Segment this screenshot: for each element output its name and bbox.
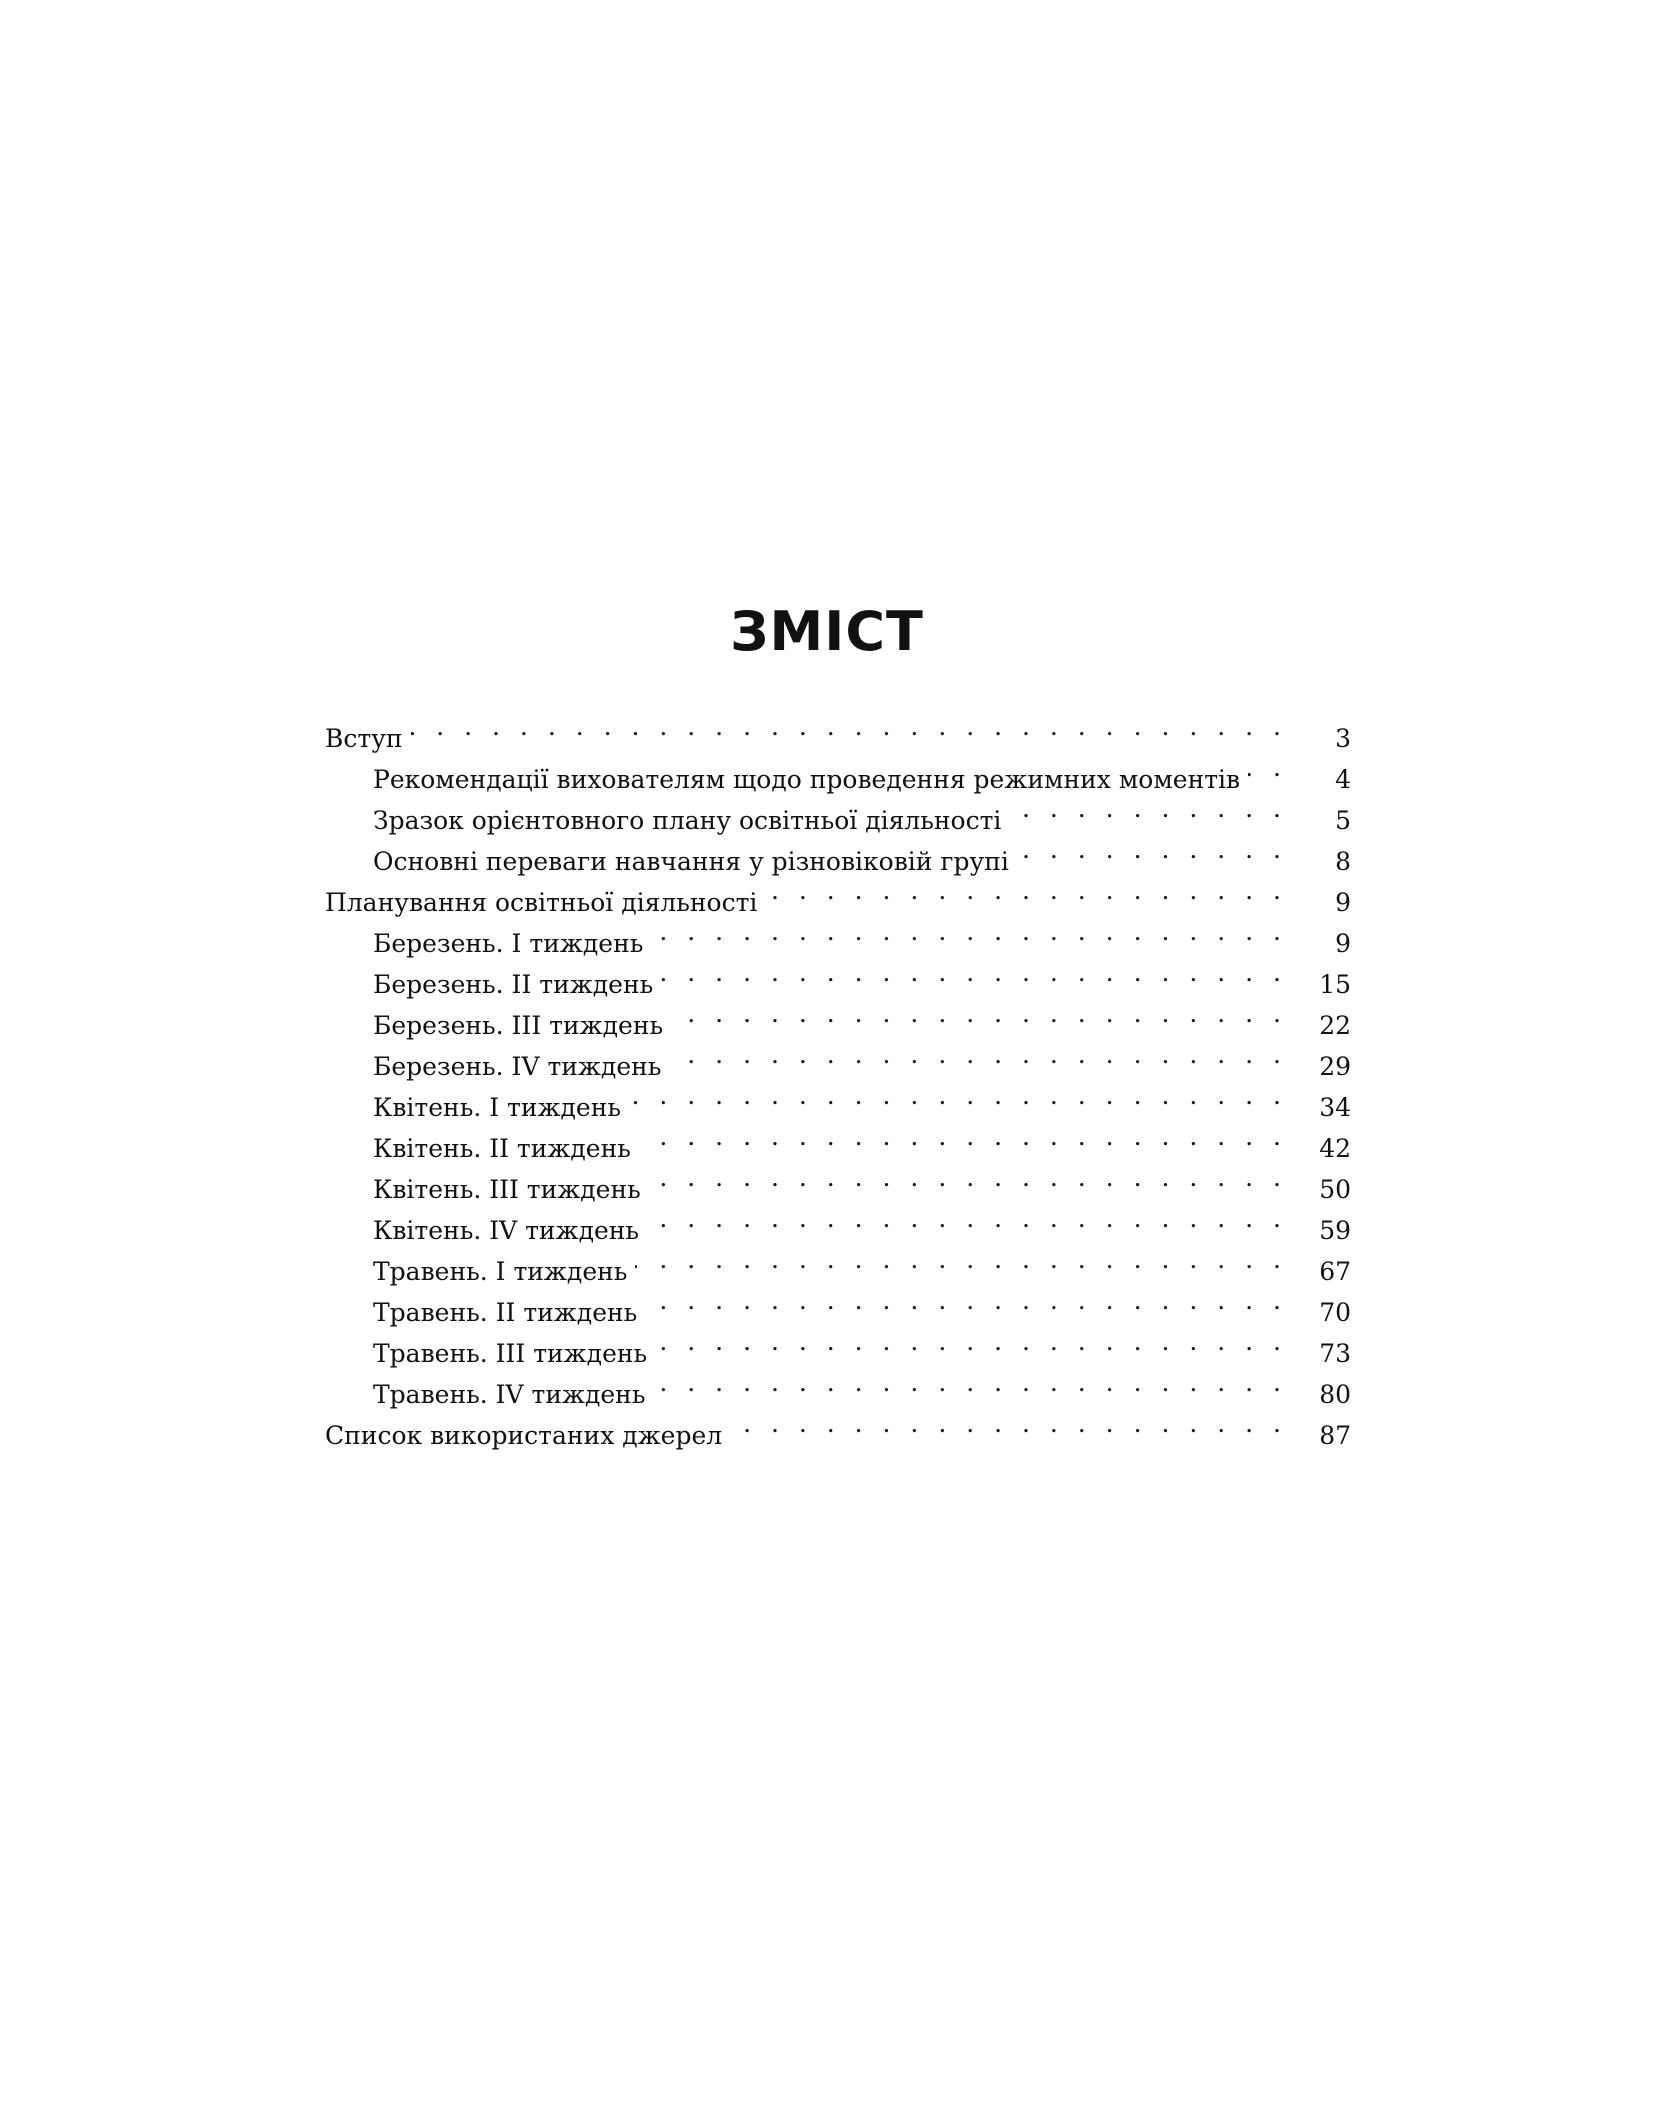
dot-leader	[635, 1239, 1287, 1280]
toc-entry-label: Березень. ІІ тиждень	[373, 970, 654, 999]
toc-entry[interactable]	[325, 706, 1351, 753]
toc-entry-label: Вступ	[325, 724, 403, 753]
toc-entry-label: Квітень. ІІІ тиждень	[373, 1175, 641, 1204]
toc-entry[interactable]	[325, 747, 1351, 794]
dot-leader	[655, 1321, 1287, 1362]
table-of-contents	[325, 706, 1351, 1450]
toc-page-number: 8	[1335, 847, 1351, 876]
toc-entry-label: Березень. IV тиждень	[373, 1052, 662, 1081]
toc-entry-label: Травень. IV тиждень	[373, 1380, 646, 1409]
dot-leader	[629, 1075, 1287, 1116]
toc-page-number: 15	[1319, 970, 1351, 999]
toc-page-number: 4	[1335, 765, 1351, 794]
dot-leader	[651, 911, 1287, 952]
toc-entry-label: Травень. І тиждень	[373, 1257, 628, 1286]
toc-page-number: 87	[1319, 1421, 1351, 1450]
dot-leader	[1248, 747, 1287, 788]
dot-leader	[649, 1157, 1287, 1198]
toc-page-number: 59	[1319, 1216, 1351, 1245]
dot-leader	[411, 706, 1287, 747]
dot-leader	[653, 1362, 1287, 1403]
dot-leader	[661, 952, 1287, 993]
toc-page-number: 70	[1319, 1298, 1351, 1327]
dot-leader	[645, 1280, 1287, 1321]
toc-page-number: 67	[1319, 1257, 1351, 1286]
dot-leader	[647, 1198, 1287, 1239]
dot-leader	[671, 993, 1287, 1034]
toc-page-number: 9	[1335, 888, 1351, 917]
toc-page-number: 9	[1335, 929, 1351, 958]
page-title: ЗМІСТ	[730, 600, 924, 663]
dot-leader	[730, 1403, 1287, 1444]
toc-entry-label: Основні переваги навчання у різновіковій групі	[373, 847, 1009, 876]
toc-entry-label: Рекомендації вихователям щодо проведення режимних моментів	[373, 765, 1241, 794]
toc-entry-label: Березень. І тиждень	[373, 929, 644, 958]
toc-entry-label: Квітень. IV тиждень	[373, 1216, 640, 1245]
toc-page-number: 29	[1319, 1052, 1351, 1081]
toc-page-number: 42	[1319, 1134, 1351, 1163]
toc-page-number: 80	[1319, 1380, 1351, 1409]
toc-entry-label: Травень. ІІІ тиждень	[373, 1339, 648, 1368]
toc-entry-label: Планування освітньої діяльності	[325, 888, 758, 917]
toc-entry-label: Березень. ІІІ тиждень	[373, 1011, 664, 1040]
toc-page-number: 73	[1319, 1339, 1351, 1368]
dot-leader	[639, 1116, 1287, 1157]
dot-leader	[669, 1034, 1287, 1075]
toc-page-number: 5	[1335, 806, 1351, 835]
toc-entry-label: Квітень. ІІ тиждень	[373, 1134, 631, 1163]
toc-entry-label: Зразок орієнтовного плану освітньої діяльності	[373, 806, 1002, 835]
toc-entry-label: Квітень. І тиждень	[373, 1093, 621, 1122]
toc-page-number: 50	[1319, 1175, 1351, 1204]
toc-page-number: 34	[1319, 1093, 1351, 1122]
dot-leader	[1017, 829, 1287, 870]
toc-entry-label: Травень. ІІ тиждень	[373, 1298, 638, 1327]
dot-leader	[1009, 788, 1287, 829]
toc-page-number: 3	[1335, 724, 1351, 753]
toc-entry-label: Список використаних джерел	[325, 1421, 723, 1450]
dot-leader	[765, 870, 1287, 911]
toc-page-number: 22	[1319, 1011, 1351, 1040]
